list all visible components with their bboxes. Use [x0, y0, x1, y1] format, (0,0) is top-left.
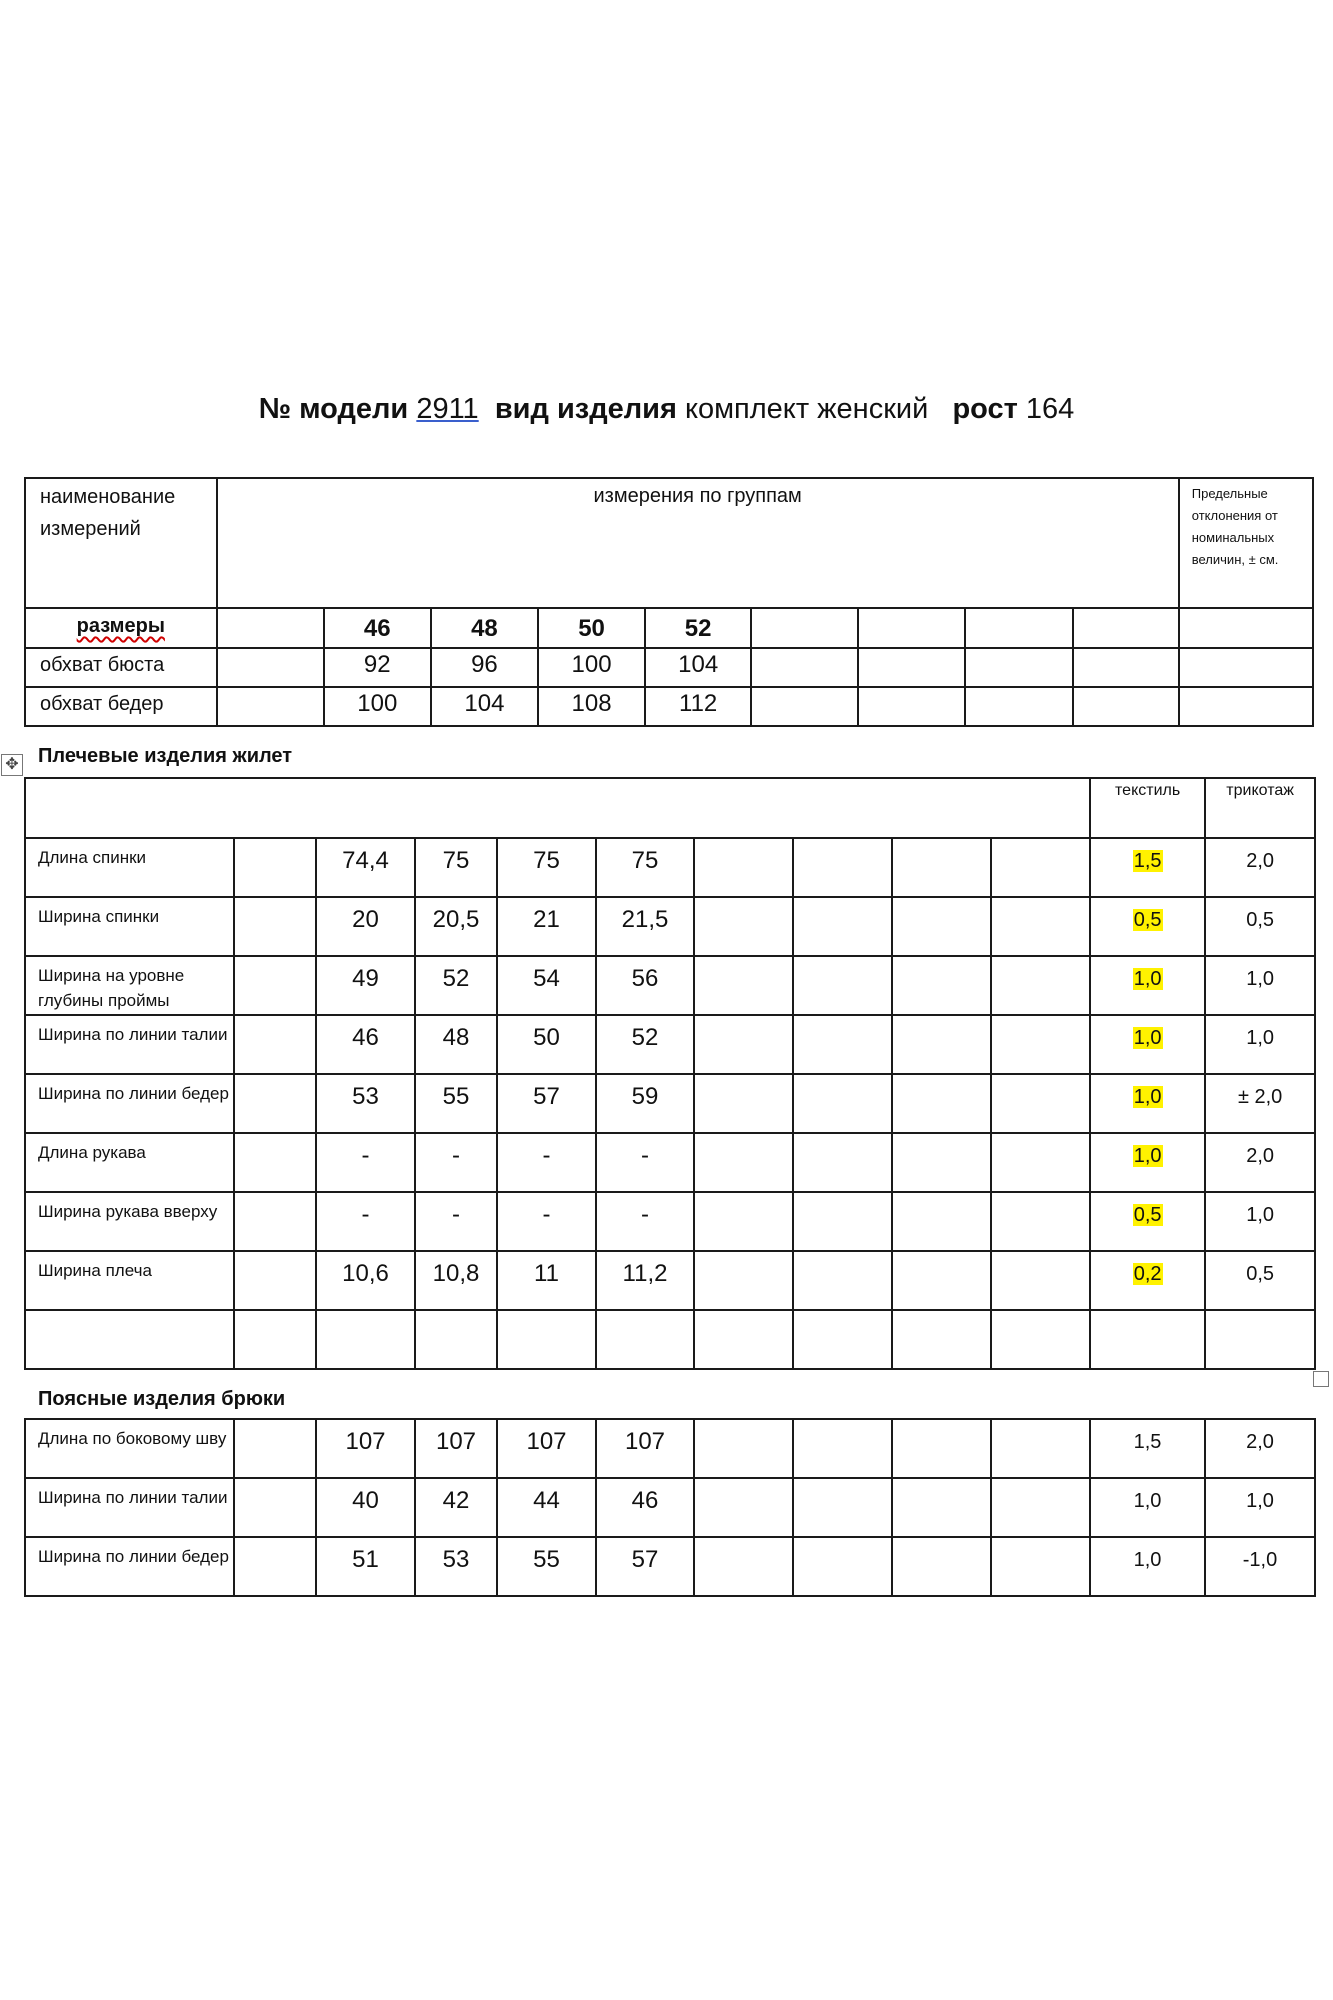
- value-cell: 55: [497, 1537, 596, 1596]
- empty-cell: [25, 1310, 234, 1369]
- knit-tolerance: 1,0: [1205, 1192, 1315, 1251]
- value-cell: -: [497, 1133, 596, 1192]
- row-label: Ширина по линии бедер: [25, 1074, 234, 1133]
- value-cell: 42: [415, 1478, 497, 1537]
- empty-cell: [793, 897, 892, 956]
- value-cell: 49: [316, 956, 415, 1015]
- empty-cell: [415, 1310, 497, 1369]
- empty-cell: [892, 956, 991, 1015]
- textile-tolerance: [1090, 1419, 1205, 1478]
- empty-cell: [793, 1310, 892, 1369]
- empty-cell: [234, 1310, 316, 1369]
- knit-tolerance: 0,5: [1205, 1251, 1315, 1310]
- textile-tolerance: [1090, 1074, 1205, 1133]
- empty-cell: [1179, 648, 1313, 687]
- empty-cell: [892, 1419, 991, 1478]
- row-label: Длина по боковому шву: [25, 1419, 234, 1478]
- value-cell: 100: [324, 687, 431, 726]
- empty-cell: [751, 608, 858, 648]
- empty-cell: [217, 648, 324, 687]
- empty-cell: [858, 608, 965, 648]
- textile-tolerance: [1090, 838, 1205, 897]
- empty-cell: [892, 1251, 991, 1310]
- textile-tolerance: [1090, 897, 1205, 956]
- table-row: [25, 838, 1315, 897]
- empty-cell: [234, 1251, 316, 1310]
- sizes-table: [24, 477, 1314, 727]
- col-textile: текстиль: [1090, 778, 1205, 838]
- row-label: Ширина по линии бедер: [25, 1537, 234, 1596]
- col-knit: трикотаж: [1205, 778, 1315, 838]
- empty-cell: [316, 1310, 415, 1369]
- knit-tolerance: 2,0: [1205, 1419, 1315, 1478]
- kind-value: комплект женский: [684, 393, 929, 425]
- row-label: Ширина спинки: [25, 897, 234, 956]
- value-cell: -: [596, 1192, 694, 1251]
- kind-label: вид изделия: [494, 393, 677, 425]
- textile-tolerance: [1090, 1251, 1205, 1310]
- knit-tolerance: 1,0: [1205, 956, 1315, 1015]
- textile-tolerance: [1090, 1133, 1205, 1192]
- empty-cell: [234, 1537, 316, 1596]
- empty-cell: [892, 838, 991, 897]
- empty-cell: [793, 838, 892, 897]
- textile-value: 1,5: [1133, 1431, 1162, 1453]
- empty-cell: [234, 1478, 316, 1537]
- size-48: 48: [431, 608, 538, 648]
- row-label: обхват бюста: [25, 648, 217, 687]
- empty-cell: [892, 1015, 991, 1074]
- value-cell: 104: [431, 687, 538, 726]
- empty-cell: [892, 1537, 991, 1596]
- value-cell: 53: [316, 1074, 415, 1133]
- empty-cell: [217, 687, 324, 726]
- value-cell: 54: [497, 956, 596, 1015]
- empty-cell: [234, 956, 316, 1015]
- empty-cell: [965, 648, 1072, 687]
- value-cell: 40: [316, 1478, 415, 1537]
- sizes-label-cell: [25, 608, 217, 648]
- empty-cell: [892, 1074, 991, 1133]
- empty-cell: [1205, 1310, 1315, 1369]
- empty-cell: [1179, 608, 1313, 648]
- size-50: 50: [538, 608, 645, 648]
- empty-cell: [751, 687, 858, 726]
- empty-cell: [793, 1251, 892, 1310]
- empty-cell: [234, 1192, 316, 1251]
- empty-header: [25, 778, 1090, 838]
- empty-cell: [217, 608, 324, 648]
- knit-tolerance: 2,0: [1205, 1133, 1315, 1192]
- table-row: [25, 1015, 1315, 1074]
- empty-cell: [1073, 608, 1179, 648]
- knit-tolerance: 2,0: [1205, 838, 1315, 897]
- value-cell: 53: [415, 1537, 497, 1596]
- empty-cell: [234, 1419, 316, 1478]
- value-cell: -: [415, 1133, 497, 1192]
- textile-value: 1,0: [1133, 1145, 1162, 1167]
- empty-cell: [965, 608, 1072, 648]
- empty-cell: [1090, 1310, 1205, 1369]
- value-cell: 107: [497, 1419, 596, 1478]
- textile-value: 1,0: [1133, 968, 1162, 990]
- tolerance-header: Предельные отклонения от номинальных величин, ± см.: [1179, 478, 1313, 608]
- value-cell: 92: [324, 648, 431, 687]
- value-cell: -: [316, 1192, 415, 1251]
- textile-tolerance: [1090, 1192, 1205, 1251]
- value-cell: 56: [596, 956, 694, 1015]
- value-cell: 52: [415, 956, 497, 1015]
- textile-tolerance: [1090, 1478, 1205, 1537]
- table-row: [25, 1074, 1315, 1133]
- textile-value: 1,0: [1133, 1027, 1162, 1049]
- empty-cell: [694, 1133, 793, 1192]
- section-title-trousers: Поясные изделия брюки: [38, 1388, 286, 1410]
- row-label: Ширина плеча: [25, 1251, 234, 1310]
- empty-cell: [1073, 648, 1179, 687]
- value-cell: 51: [316, 1537, 415, 1596]
- row-label: Длина рукава: [25, 1133, 234, 1192]
- value-cell: 104: [645, 648, 751, 687]
- table-row: [25, 1419, 1315, 1478]
- empty-cell: [596, 1310, 694, 1369]
- table-row: [25, 1133, 1315, 1192]
- empty-cell: [991, 1310, 1090, 1369]
- empty-cell: [793, 1478, 892, 1537]
- table-row: [25, 1251, 1315, 1310]
- empty-cell: [991, 1015, 1090, 1074]
- value-cell: 11: [497, 1251, 596, 1310]
- value-cell: -: [316, 1133, 415, 1192]
- textile-value: 1,0: [1133, 1549, 1162, 1571]
- empty-cell: [234, 1133, 316, 1192]
- textile-value: 0,5: [1133, 1204, 1162, 1226]
- table-row: [25, 1537, 1315, 1596]
- empty-cell: [793, 1537, 892, 1596]
- value-cell: 11,2: [596, 1251, 694, 1310]
- table-row: [25, 1478, 1315, 1537]
- row-label: Ширина рукава вверху: [25, 1192, 234, 1251]
- empty-cell: [694, 1478, 793, 1537]
- vest-table: [24, 777, 1316, 1370]
- row-label: Ширина по линии талии: [25, 1015, 234, 1074]
- empty-cell: [694, 1192, 793, 1251]
- value-cell: -: [596, 1133, 694, 1192]
- empty-cell: [793, 1015, 892, 1074]
- value-cell: 55: [415, 1074, 497, 1133]
- size-46: 46: [324, 608, 431, 648]
- value-cell: -: [497, 1192, 596, 1251]
- section-title-vest: Плечевые изделия жилет: [38, 745, 293, 767]
- value-cell: 59: [596, 1074, 694, 1133]
- trousers-table: [24, 1418, 1316, 1597]
- empty-cell: [991, 1251, 1090, 1310]
- empty-cell: [793, 956, 892, 1015]
- row-label: Ширина по линии талии: [25, 1478, 234, 1537]
- value-cell: 21: [497, 897, 596, 956]
- textile-tolerance: [1090, 1015, 1205, 1074]
- name-header: наименование измерений: [25, 478, 217, 608]
- empty-cell: [793, 1074, 892, 1133]
- empty-cell: [858, 648, 965, 687]
- resize-icon[interactable]: [1313, 1371, 1329, 1387]
- value-cell: -: [415, 1192, 497, 1251]
- value-cell: 10,6: [316, 1251, 415, 1310]
- textile-tolerance: [1090, 956, 1205, 1015]
- empty-cell: [793, 1133, 892, 1192]
- knit-tolerance: -1,0: [1205, 1537, 1315, 1596]
- empty-cell: [694, 1251, 793, 1310]
- textile-tolerance: [1090, 1537, 1205, 1596]
- knit-tolerance: 0,5: [1205, 897, 1315, 956]
- empty-cell: [694, 1310, 793, 1369]
- table-row: [25, 1192, 1315, 1251]
- value-cell: 75: [596, 838, 694, 897]
- empty-cell: [991, 1478, 1090, 1537]
- value-cell: 10,8: [415, 1251, 497, 1310]
- empty-cell: [991, 897, 1090, 956]
- empty-cell: [991, 1133, 1090, 1192]
- empty-cell: [694, 897, 793, 956]
- empty-cell: [234, 838, 316, 897]
- empty-cell: [234, 1015, 316, 1074]
- value-cell: 46: [596, 1478, 694, 1537]
- vest-rows: [25, 838, 1315, 1310]
- row-label: Ширина на уровне глубины проймы: [25, 956, 234, 1015]
- value-cell: 52: [596, 1015, 694, 1074]
- textile-value: 1,5: [1133, 850, 1162, 872]
- value-cell: 107: [316, 1419, 415, 1478]
- value-cell: 48: [415, 1015, 497, 1074]
- value-cell: 96: [431, 648, 538, 687]
- value-cell: 21,5: [596, 897, 694, 956]
- row-label: Длина спинки: [25, 838, 234, 897]
- trousers-rows: [25, 1419, 1315, 1596]
- height-value: 164: [1025, 393, 1075, 425]
- table-row: [25, 956, 1315, 1015]
- move-icon[interactable]: ✥: [1, 754, 23, 776]
- knit-tolerance: 1,0: [1205, 1015, 1315, 1074]
- empty-cell: [892, 1133, 991, 1192]
- empty-cell: [991, 1074, 1090, 1133]
- value-cell: 20,5: [415, 897, 497, 956]
- value-cell: 74,4: [316, 838, 415, 897]
- textile-value: 1,0: [1133, 1086, 1162, 1108]
- height-label: рост: [952, 393, 1018, 425]
- empty-cell: [991, 956, 1090, 1015]
- knit-tolerance: 1,0: [1205, 1478, 1315, 1537]
- empty-cell: [694, 1015, 793, 1074]
- empty-cell: [892, 1192, 991, 1251]
- groups-header: измерения по группам: [217, 478, 1179, 608]
- empty-cell: [965, 687, 1072, 726]
- empty-cell: [1179, 687, 1313, 726]
- empty-cell: [892, 897, 991, 956]
- textile-value: 0,5: [1133, 909, 1162, 931]
- textile-value: 0,2: [1133, 1263, 1162, 1285]
- table-row: [25, 897, 1315, 956]
- empty-cell: [751, 648, 858, 687]
- value-cell: 57: [497, 1074, 596, 1133]
- size-52: 52: [645, 608, 751, 648]
- empty-cell: [991, 1537, 1090, 1596]
- value-cell: 108: [538, 687, 645, 726]
- sizes-label: размеры: [76, 615, 165, 637]
- value-cell: 112: [645, 687, 751, 726]
- value-cell: 100: [538, 648, 645, 687]
- value-cell: 57: [596, 1537, 694, 1596]
- row-label: обхват бедер: [25, 687, 217, 726]
- empty-cell: [694, 956, 793, 1015]
- value-cell: 44: [497, 1478, 596, 1537]
- empty-cell: [793, 1419, 892, 1478]
- model-number: 2911: [416, 393, 479, 425]
- value-cell: 107: [596, 1419, 694, 1478]
- page-title: [0, 393, 1333, 426]
- value-cell: 75: [497, 838, 596, 897]
- empty-cell: [991, 1192, 1090, 1251]
- empty-cell: [694, 1074, 793, 1133]
- empty-cell: [497, 1310, 596, 1369]
- empty-cell: [234, 897, 316, 956]
- empty-cell: [858, 687, 965, 726]
- empty-cell: [1073, 687, 1179, 726]
- empty-cell: [892, 1310, 991, 1369]
- empty-cell: [991, 1419, 1090, 1478]
- value-cell: 20: [316, 897, 415, 956]
- model-label: № модели: [258, 393, 409, 425]
- knit-tolerance: ± 2,0: [1205, 1074, 1315, 1133]
- value-cell: 75: [415, 838, 497, 897]
- textile-value: 1,0: [1133, 1490, 1162, 1512]
- value-cell: 46: [316, 1015, 415, 1074]
- empty-cell: [234, 1074, 316, 1133]
- empty-cell: [793, 1192, 892, 1251]
- value-cell: 50: [497, 1015, 596, 1074]
- empty-cell: [694, 838, 793, 897]
- empty-cell: [694, 1419, 793, 1478]
- empty-cell: [892, 1478, 991, 1537]
- value-cell: 107: [415, 1419, 497, 1478]
- empty-cell: [694, 1537, 793, 1596]
- empty-cell: [991, 838, 1090, 897]
